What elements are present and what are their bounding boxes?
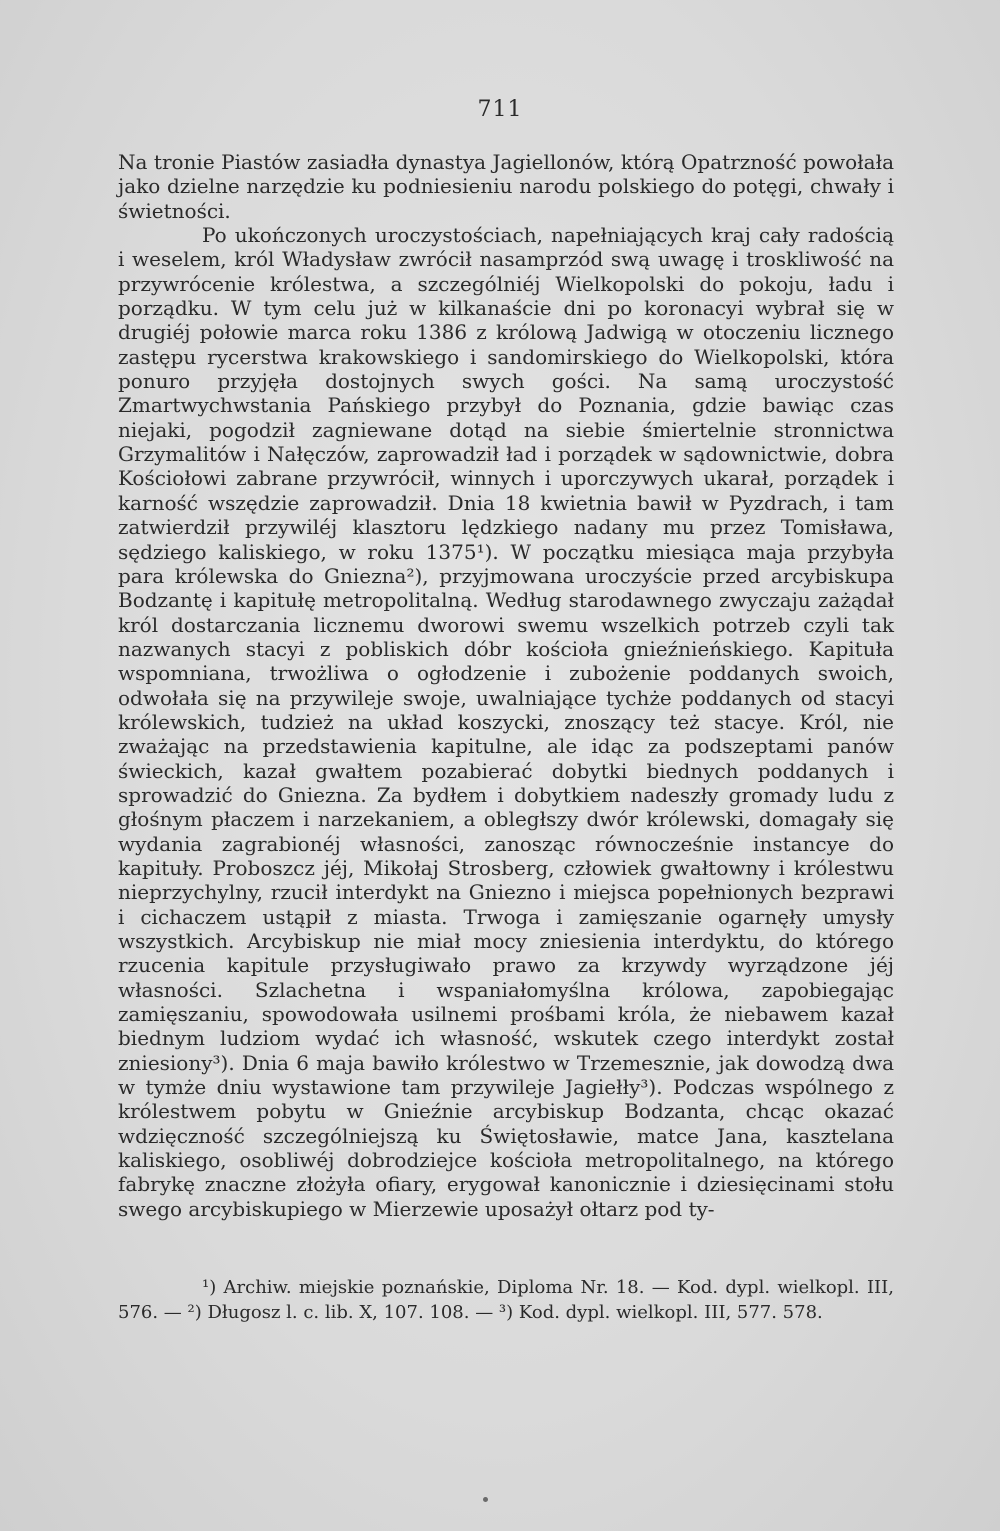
- page-number: 711: [477, 97, 523, 122]
- paragraph-1: Na tronie Piastów zasiadła dynastya Jagiellonów, którą Opatrzność powołała jako dzielne narzędzie ku podniesieniu narodu polskiego do potęgi, chwały i świetności.: [118, 150, 894, 223]
- ink-dot: [483, 1497, 488, 1502]
- footnotes: [118, 1276, 894, 1325]
- footnote-block: ¹) Archiw. miejskie poznańskie, Diploma Nr. 18. — Kod. dypl. wielkopl. III, 576. — ²) Długosz l. c. lib. X, 107. 108. — ³) Kod. dypl. wielkopl. III, 577. 578.: [118, 1277, 894, 1323]
- paragraph-2: Po ukończonych uroczystościach, napełniających kraj cały radością i weselem, król Władysław zwrócił nasamprzód swą uwagę i troskliwość na przywrócenie królestwa, a szczególniéj Wielkopolski do pokoju, ładu i porządku. W tym celu już w kilkanaście dni po koronacyi wybrał się w drugiéj połowie marca roku 1386 z królową Jadwigą w otoczeniu licznego zastępu rycerstwa krakowskiego i sandomirskiego do Wielkopolski, która ponuro przyjęła dostojnych swych gości. Na samą uroczystość Zmartwychwstania Pańskiego przybył do Poznania, gdzie bawiąc czas niejaki, pogodził zagniewane dotąd na siebie śmiertelnie stronnictwa Grzymalitów i Nałęczów, zaprowadził ład i porządek w sądownictwie, dobra Kościołowi zabrane przywrócił, winnych i uporczywych ukarał, porządek i karność wszędzie zaprowadził. Dnia 18 kwietnia bawił w Pyzdrach, i tam zatwierdził przywiléj klasztoru lędzkiego nadany mu przez Tomisława, sędziego kaliskiego, w roku 1375¹). W początku miesiąca maja przybyła para królewska do Gniezna²), przyjmowana uroczyście przed arcybiskupa Bodzantę i kapitułę metropolitalną. Według starodawnego zwyczaju zażądał król dostarczania licznemu dworowi swemu wszelkich potrzeb czyli tak nazwanych stacyi z pobliskich dóbr kościoła gnieźnieńskiego. Kapituła wspomniana, trwożliwa o ogłodzenie i zubożenie poddanych swoich, odwołała się na przywileje swoje, uwalniające tychże poddanych od stacyi królewskich, tudzież na układ koszycki, znoszący też stacye. Król, nie zważając na przedstawienia kapitulne, ale idąc za podszeptami panów świeckich, kazał gwałtem pozabierać dobytki biednych poddanych i sprowadzić do Gniezna. Za bydłem i dobytkiem nadeszły gromady ludu z głośnym płaczem i narzekaniem, a obległszy dwór królewski, domagały się wydania zagrabionéj własności, zanosząc równocześnie instancye do kapituły. Proboszcz jéj, Mikołaj Strosberg, człowiek gwałtowny i królestwu nieprzychylny, rzucił interdykt na Gniezno i miejsca popełnionych bezprawi i cichaczem ustąpił z miasta. Trwoga i zamięszanie ogarnęły umysły wszystkich. Arcybiskup nie miał mocy zniesienia interdyktu, do którego rzucenia kapitule przysługiwało prawo za krzywdy wyrządzone jéj własności. Szlachetna i wspaniałomyślna królowa, zapobiegając zamięszaniu, spowodowała usilnemi prośbami króla, że niebawem kazał biednym ludziom wydać ich własność, wskutek czego interdykt został zniesiony³). Dnia 6 maja bawiło królestwo w Trzemesznie, jak dowodzą dwa w tymże dniu wystawione tam przywileje Jagiełły³). Podczas wspólnego z królestwem pobytu w Gnieźnie arcybiskup Bodzanta, chcąc okazać wdzięczność szczególniejszą ku Świętosławie, matce Jana, kasztelana kaliskiego, osobliwéj dobrodziejce kościoła metropolitalnego, na którego fabrykę znaczne złożyła ofiary, erygował kanonicznie i dziesięcinami stołu swego arcybiskupiego w Mierzewie uposażył ołtarz pod ty-: [118, 223, 894, 1221]
- main-text: [118, 150, 894, 1221]
